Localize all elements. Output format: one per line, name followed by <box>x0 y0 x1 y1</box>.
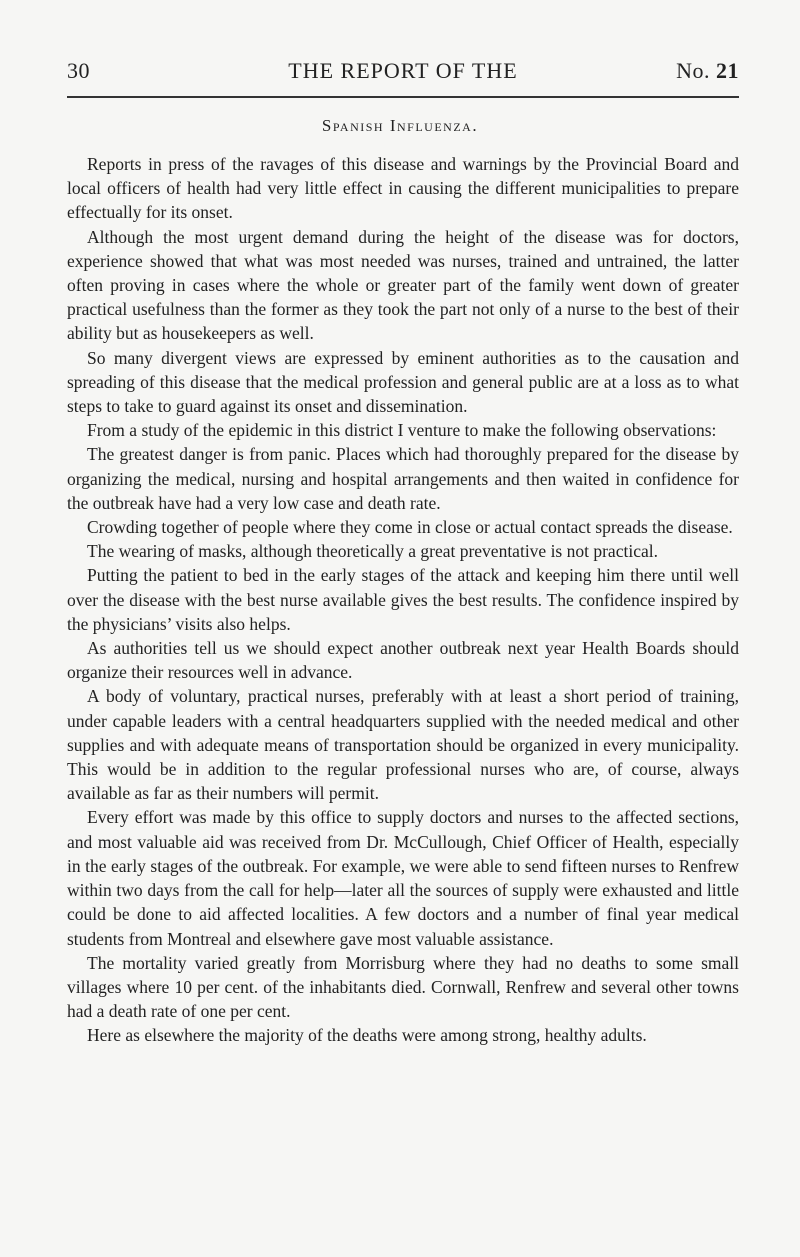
paragraph: So many divergent views are expressed by eminent authorities as to the causation and spreading of this disease that the medical profession and general public are at a loss as to what steps to take to guard against its onset and dissemination. <box>67 347 739 417</box>
paragraph: Although the most urgent demand during the height of the disease was for doctors, experience showed that what was most needed was nurses, trained and untrained, the latter often proving in cases where the whole or greater part of the family went down of greater practical usefulness than the former as they took the part not only of a nurse to the best of their ability but as housekeepers as well. <box>67 226 739 344</box>
paragraph: The wearing of masks, although theoretically a great preventative is not practical. <box>87 541 658 562</box>
page-header <box>67 58 739 88</box>
paragraph: Reports in press of the ravages of this disease and warnings by the Provincial Board and local officers of health had very little effect in causing the different municipalities to prepare effectually for its onset. <box>67 154 739 223</box>
report-number-value: 21 <box>716 58 739 83</box>
paragraph: Every effort was made by this office to supply doctors and nurses to the affected sections, and most valuable aid was received from Dr. McCullough, Chief Officer of Health, especially in the early stages of the outbreak. For example, we were able to send fifteen nurses to Renfrew within two days from the call for help—later all the sources of supply were exhausted and little could be done to aid affected localities. A few doctors and a number of final year medical students from Montreal and elsewhere gave most valuable assistance. <box>67 807 739 949</box>
report-number <box>676 58 739 84</box>
paragraph: Crowding together of people where they come in close or actual contact spreads the disease. <box>87 517 733 538</box>
section-title: Spanish Influenza. <box>321 116 479 135</box>
report-label: No. <box>676 58 710 83</box>
paragraph: The greatest danger is from panic. Places which had thoroughly prepared for the disease by organizing the medical, nursing and hospital arrangements and then waited in confidence for the outbreak have had a very low case and death rate. <box>67 444 739 513</box>
paragraph: As authorities tell us we should expect another outbreak next year Health Boards should organize their resources well in advance. <box>67 638 739 683</box>
paragraph: The mortality varied greatly from Morrisburg where they had no deaths to some small villages where 10 per cent. of the inhabitants died. Cornwall, Renfrew and several other towns had a death rate of one per cent. <box>67 952 739 1022</box>
header-rule <box>67 96 739 98</box>
paragraph: Here as elsewhere the majority of the deaths were among strong, healthy adults. <box>87 1025 647 1046</box>
paragraph: A body of voluntary, practical nurses, preferably with at least a short period of training, under capable leaders with a central headquarters supplied with the needed medical and other supplies and with adequate means of transportation should be organized in every municipality. This would be in addition to the regular professional nurses who are, of course, always available as far as their numbers will permit. <box>67 686 739 804</box>
paragraph: From a study of the epidemic in this district I venture to make the following observations: <box>87 420 717 441</box>
running-title: THE REPORT OF THE <box>288 58 518 83</box>
paragraph: Putting the patient to bed in the early stages of the attack and keeping him there until well over the disease with the best nurse available gives the best results. The confidence inspired by the physicians’ visits also helps. <box>67 565 739 634</box>
page-number: 30 <box>67 58 90 83</box>
body-text <box>67 152 739 1048</box>
